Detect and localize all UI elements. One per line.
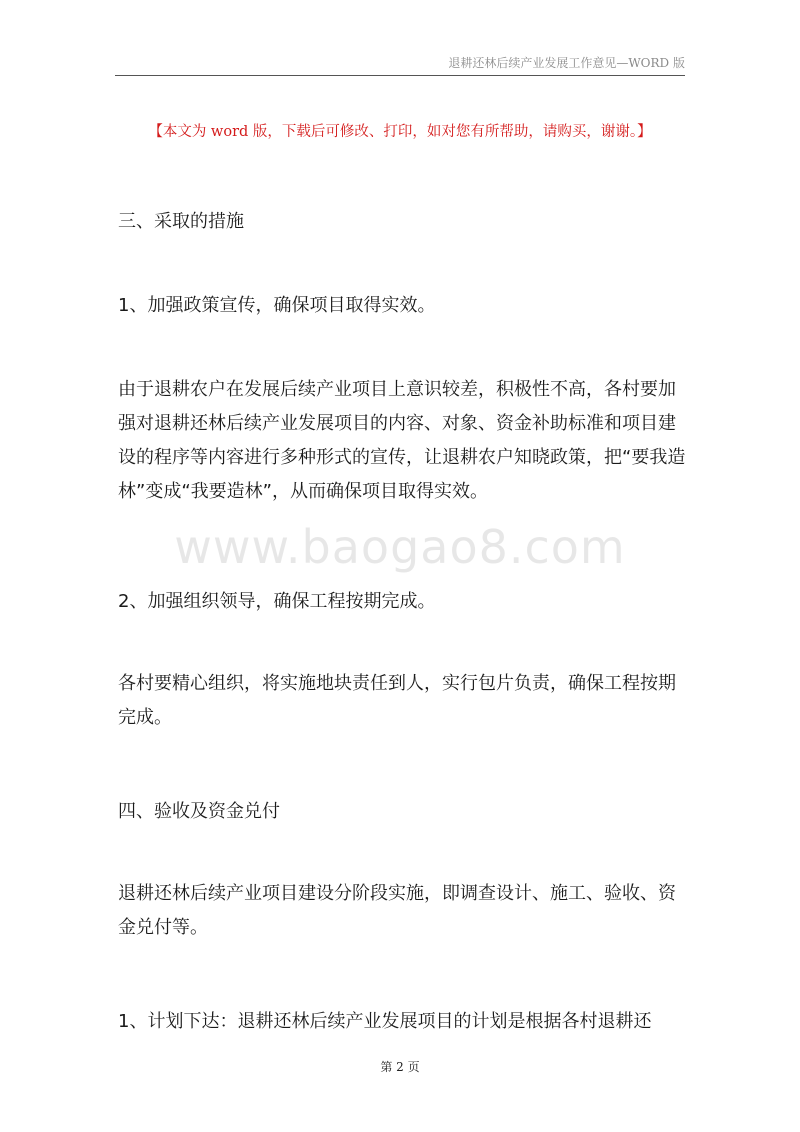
header-divider: [115, 75, 685, 76]
download-notice: 【本文为 word 版，下载后可修改、打印，如对您有所帮助，请购买，谢谢。】: [148, 124, 652, 140]
section-4-heading: 四、验收及资金兑付: [118, 801, 280, 822]
item-1-heading: 1、加强政策宣传，确保项目取得实效。: [118, 295, 436, 316]
watermark: www.baogao8.com: [174, 520, 626, 574]
item-1-paragraph: 由于退耕农户在发展后续产业项目上意识较差，积极性不高，各村要加强对退耕还林后续产业发展项目的内容、对象、资金补助标准和项目建设的程序等内容进行多种形式的宣传，让退耕农户知晓政策，把“要我造林”变成“我要造林”，从而确保项目取得实效。: [118, 379, 686, 502]
item-2-heading: 2、加强组织领导，确保工程按期完成。: [118, 591, 436, 612]
section-4-paragraph: 退耕还林后续产业项目建设分阶段实施，即调查设计、施工、验收、资金兑付等。: [118, 883, 676, 938]
item-4-1-paragraph: 1、计划下达：退耕还林后续产业发展项目的计划是根据各村退耕还: [118, 1011, 652, 1032]
section-3-heading: 三、采取的措施: [118, 211, 244, 232]
item-2-paragraph: 各村要精心组织，将实施地块责任到人，实行包片负责，确保工程按期完成。: [118, 673, 676, 728]
page-number: 第 2 页: [380, 1060, 420, 1074]
page-header-title: 退耕还林后续产业发展工作意见—WORD 版: [448, 56, 685, 70]
